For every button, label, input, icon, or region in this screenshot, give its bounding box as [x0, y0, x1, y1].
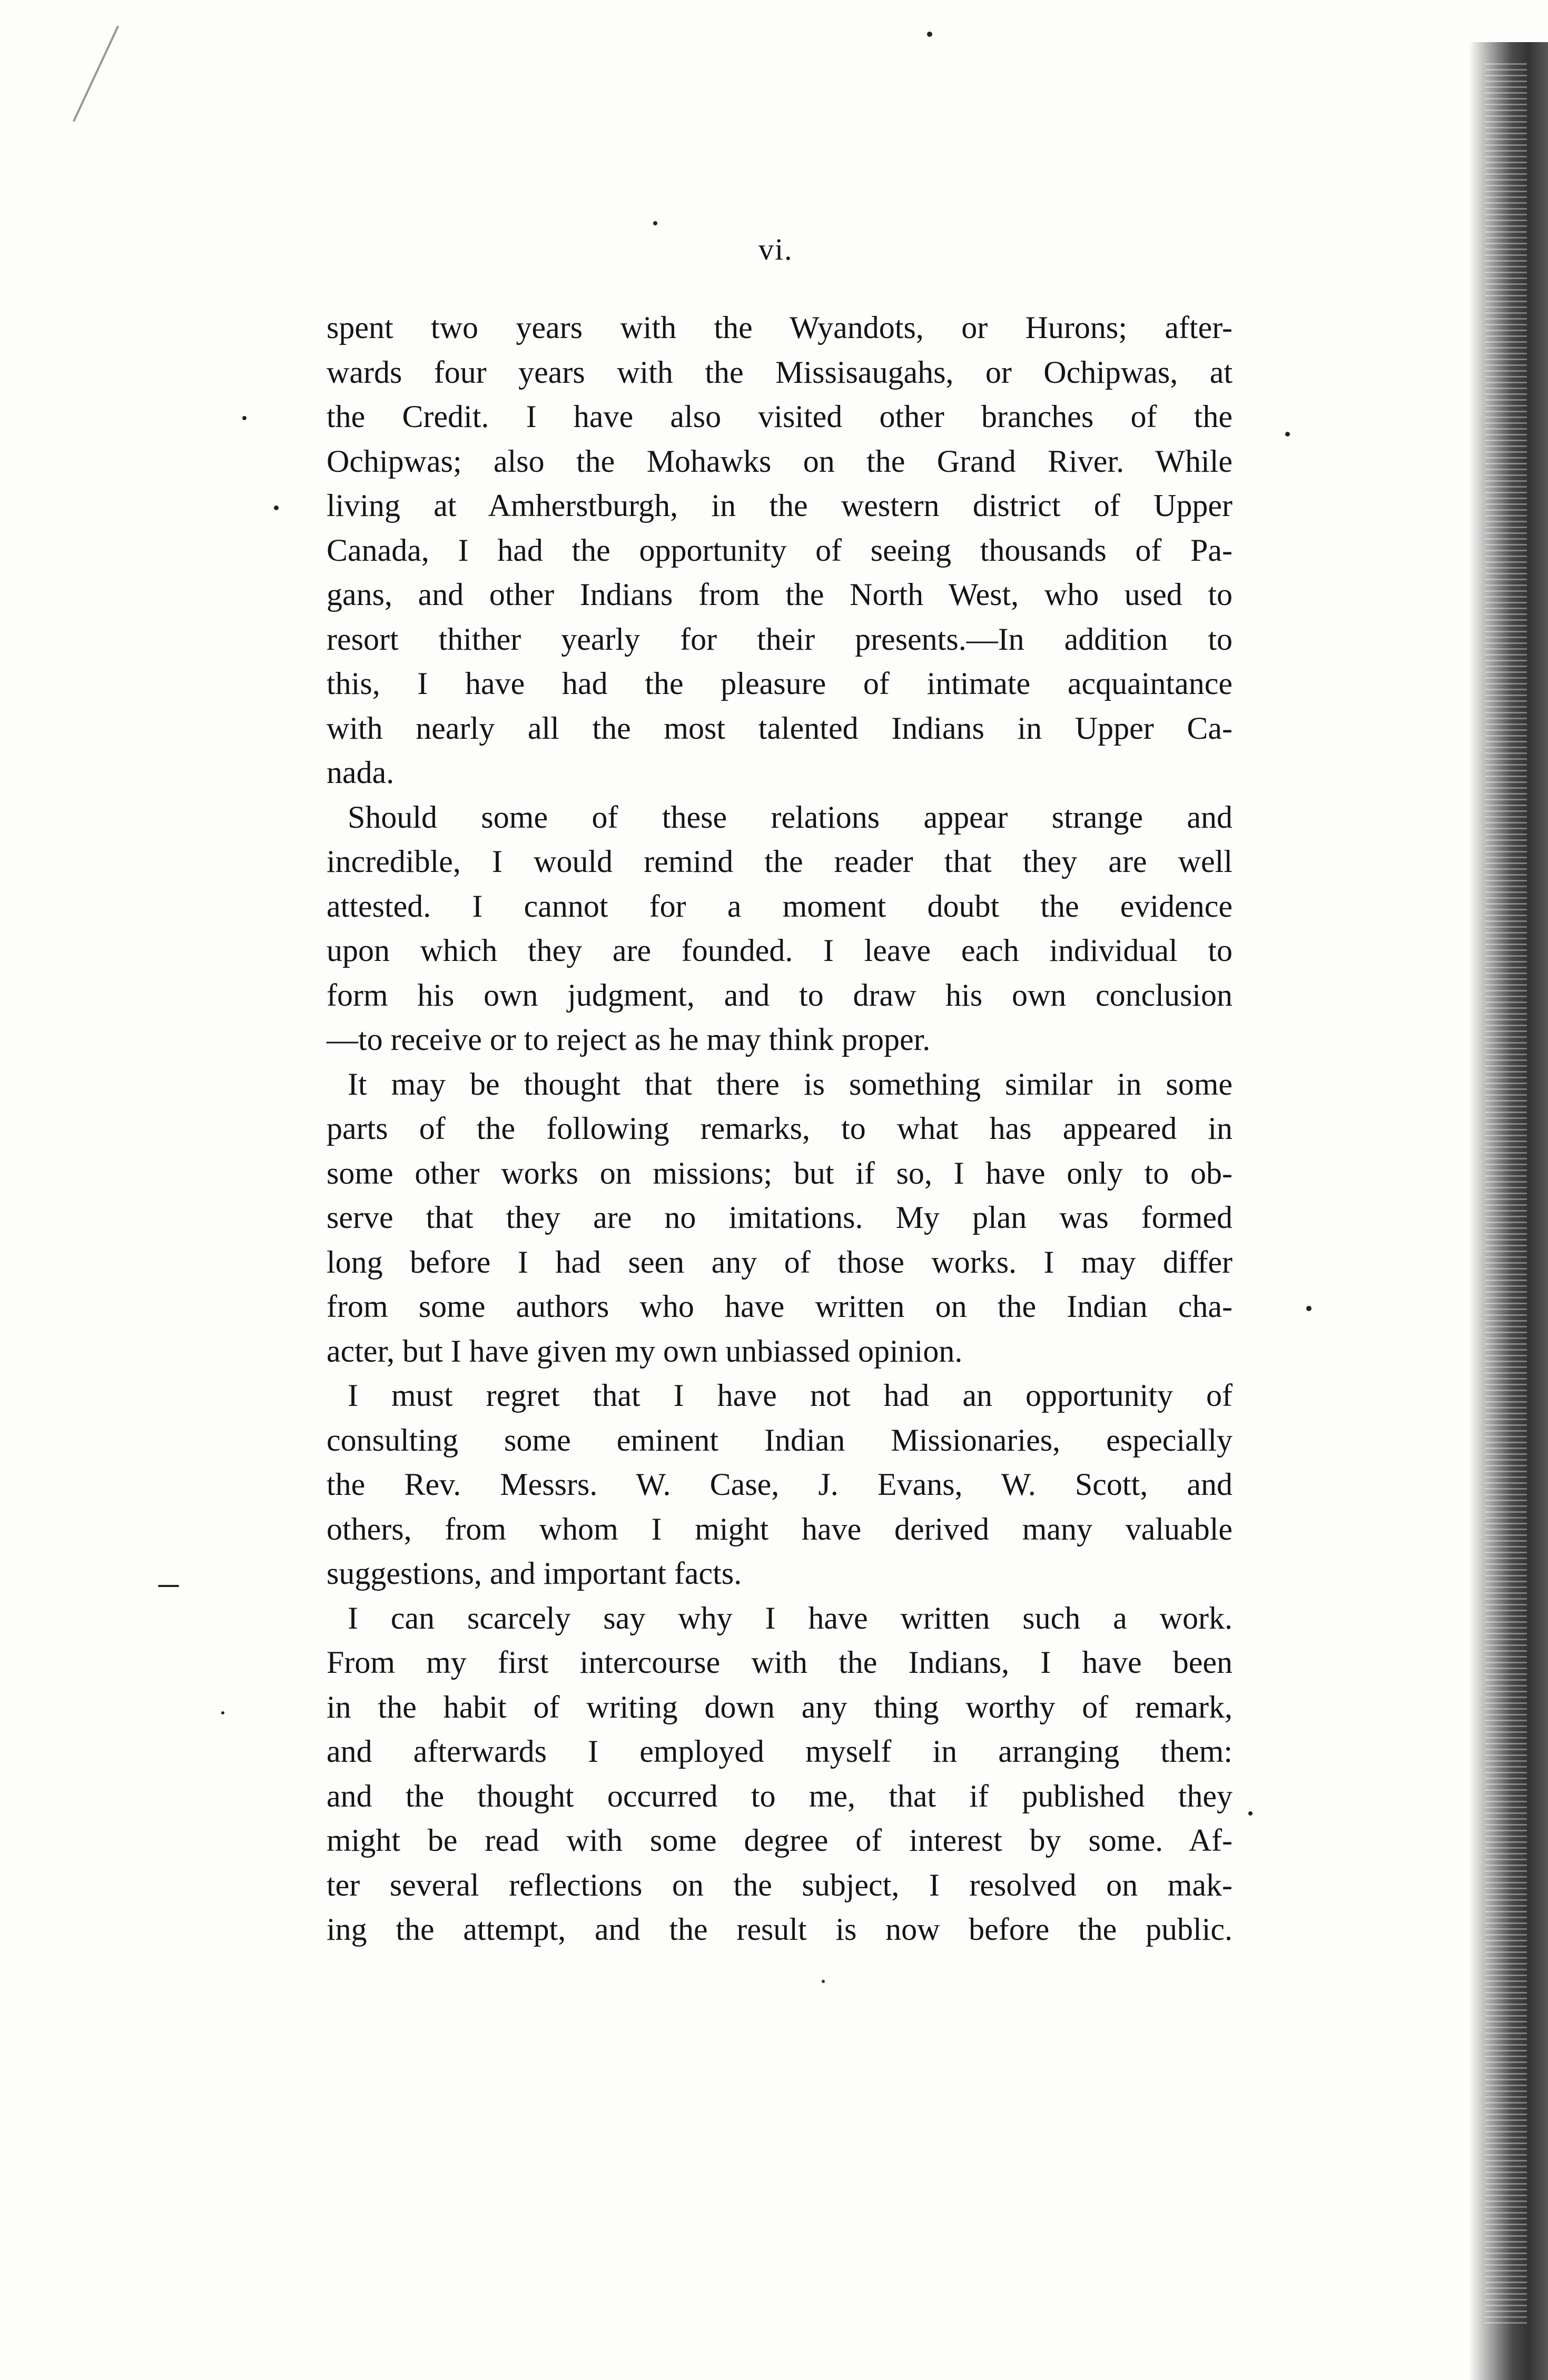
text-line: ing the attempt, and the result is now before the public. — [327, 1912, 1233, 1947]
text-line: incredible, I would remind the reader that they are well — [327, 844, 1233, 879]
text-line: acter, but I have given my own unbiassed opinion. — [327, 1333, 963, 1368]
text-line: parts of the following remarks, to what has appeared in — [327, 1111, 1233, 1146]
body-text — [327, 305, 1233, 1952]
text-line: —to receive or to reject as he may think proper. — [327, 1022, 931, 1057]
text-line: I can scarcely say why I have written such a work. — [348, 1600, 1233, 1635]
text-line: spent two years with the Wyandots, or Hurons; after- — [327, 310, 1233, 345]
scan-speck — [1306, 1306, 1312, 1311]
text-line: some other works on missions; but if so, I have only to ob- — [327, 1155, 1233, 1191]
scan-speck — [653, 221, 657, 225]
binding-texture — [1485, 63, 1527, 2327]
text-line: might be read with some degree of interest by some. Af- — [327, 1823, 1233, 1858]
text-line: in the habit of writing down any thing worthy of remark, — [327, 1689, 1233, 1724]
text-line: wards four years with the Missisaugahs, or Ochipwas, at — [327, 354, 1233, 390]
text-line: Should some of these relations appear strange and — [348, 799, 1233, 835]
text-line: and the thought occurred to me, that if published they — [327, 1778, 1233, 1813]
text-line: and afterwards I employed myself in arranging them: — [327, 1734, 1233, 1769]
text-line: the Credit. I have also visited other branches of the — [327, 399, 1233, 434]
text-line: consulting some eminent Indian Missionaries, especially — [327, 1422, 1233, 1457]
page-number: vi. — [758, 232, 793, 266]
text-line: ter several reflections on the subject, I resolved on mak- — [327, 1867, 1233, 1902]
scan-speck — [242, 416, 247, 420]
text-line: the Rev. Messrs. W. Case, J. Evans, W. Scott, and — [327, 1467, 1233, 1502]
text-line: with nearly all the most talented Indians in Upper Ca- — [327, 710, 1233, 746]
text-line: I must regret that I have not had an opportunity of — [348, 1378, 1233, 1413]
scan-speck — [1248, 1811, 1253, 1816]
scan-speck — [927, 32, 932, 37]
scan-speck — [274, 505, 279, 510]
text-line: resort thither yearly for their presents.—In addition to — [327, 621, 1233, 657]
scan-speck — [1285, 432, 1290, 437]
scan-speck — [822, 1980, 825, 1983]
text-line: suggestions, and important facts. — [327, 1556, 742, 1591]
text-line: upon which they are founded. I leave each individual to — [327, 933, 1233, 968]
text-line: attested. I cannot for a moment doubt the evidence — [327, 888, 1233, 924]
text-line: from some authors who have written on the Indian cha- — [327, 1289, 1233, 1324]
text-line: living at Amherstburgh, in the western district of Upper — [327, 488, 1233, 523]
scan-speck — [221, 1711, 224, 1714]
text-line: It may be thought that there is something similar in some — [348, 1066, 1233, 1102]
text-line: others, from whom I might have derived many valuable — [327, 1511, 1233, 1546]
text-line: gans, and other Indians from the North West, who used to — [327, 577, 1233, 612]
text-line: serve that they are no imitations. My plan was formed — [327, 1200, 1233, 1235]
text-line: long before I had seen any of those works. I may differ — [327, 1244, 1233, 1280]
text-line: From my first intercourse with the Indians, I have been — [327, 1645, 1233, 1680]
scan-scratch-mark — [73, 26, 119, 122]
text-line: Canada, I had the opportunity of seeing thousands of Pa- — [327, 532, 1233, 568]
scan-speck — [158, 1585, 179, 1587]
text-line: form his own judgment, and to draw his own conclusion — [327, 977, 1233, 1013]
text-line: Ochipwas; also the Mohawks on the Grand River. While — [327, 443, 1233, 479]
text-line: nada. — [327, 755, 395, 790]
text-line: this, I have had the pleasure of intimate acquaintance — [327, 666, 1233, 701]
